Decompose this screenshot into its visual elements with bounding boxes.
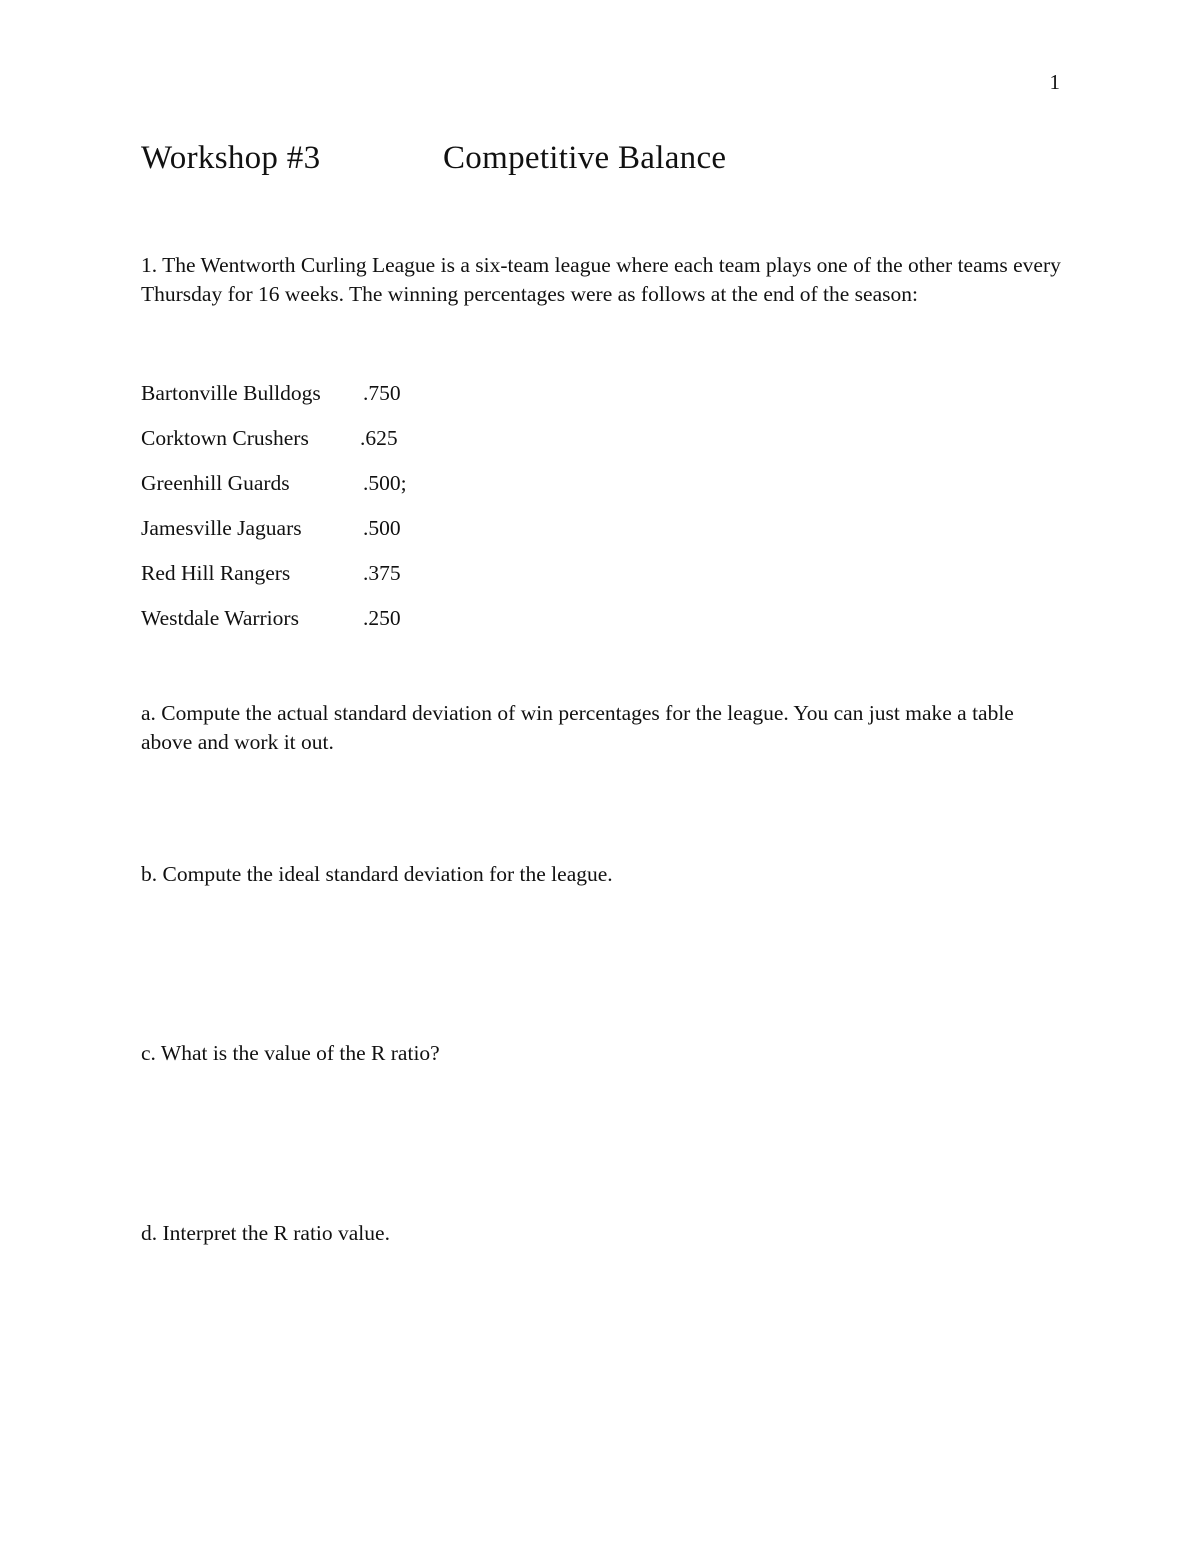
part-b-question: b. Compute the ideal standard deviation for the league.	[141, 862, 613, 886]
part-d-question: d. Interpret the R ratio value.	[141, 1221, 390, 1245]
team-win-pct: .500	[363, 516, 401, 540]
question-intro: 1. The Wentworth Curling League is a six-team league where each team plays one of the other teams every Thursday for 16 weeks. The winning percentages were as follows at the end of the season:	[141, 253, 1061, 306]
team-win-pct: .625	[360, 426, 398, 450]
team-win-pct: .375	[363, 561, 401, 585]
page-number: 1	[1049, 70, 1060, 94]
team-name: Bartonville Bulldogs	[141, 381, 321, 405]
part-a-question: a. Compute the actual standard deviation of win percentages for the league. You can just make a table above and work it out.	[141, 701, 1014, 754]
team-name: Westdale Warriors	[141, 606, 299, 630]
team-win-pct: .500;	[363, 471, 407, 495]
workshop-title: Workshop #3	[141, 140, 321, 176]
team-win-pct: .250	[363, 606, 401, 630]
team-win-pct: .750	[363, 381, 401, 405]
team-name: Greenhill Guards	[141, 471, 290, 495]
workshop-topic: Competitive Balance	[443, 140, 727, 176]
team-name: Jamesville Jaguars	[141, 516, 302, 540]
team-name: Red Hill Rangers	[141, 561, 291, 585]
team-name: Corktown Crushers	[141, 426, 309, 450]
part-c-question: c. What is the value of the R ratio?	[141, 1041, 440, 1065]
